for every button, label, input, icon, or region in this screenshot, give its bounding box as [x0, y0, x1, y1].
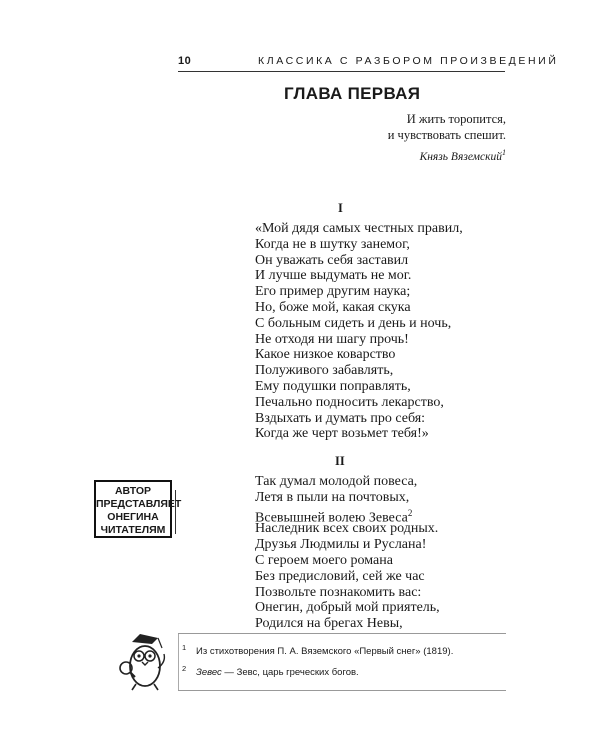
margin-note-line: ПРЕДСТАВЛЯЕТ [96, 498, 182, 510]
epigraph-author [388, 145, 506, 165]
verse-line: Но, боже мой, какая скука [255, 299, 411, 315]
verse-line: Ему подушки поправлять, [255, 378, 411, 394]
footnote-number: 2 [182, 664, 187, 673]
footnote-mark: 1 [502, 148, 506, 157]
verse-line: Так думал молодой повеса, [255, 474, 418, 489]
verse-line: Он уважать себя заставил [255, 252, 409, 268]
footnote-2 [182, 664, 359, 678]
margin-note-box [94, 480, 182, 538]
footnotes-frame [178, 634, 506, 690]
footnotes-panel [178, 633, 506, 691]
stanza-number: I [338, 201, 343, 215]
margin-note-line: ЧИТАТЕЛЯМ [100, 524, 166, 536]
verse-line: Вздыхать и думать про себя: [255, 410, 426, 426]
verse-line: Когда же черт возьмет тебя!» [255, 426, 429, 442]
header-rule [178, 71, 505, 72]
stanza-2 [255, 474, 440, 632]
verse-line: Не отходя ни шагу прочь! [255, 331, 409, 347]
epigraph [388, 111, 506, 165]
margin-note-line: ОНЕГИНА [107, 511, 159, 523]
verse-line: Полуживого забавлять, [255, 363, 394, 379]
footnote-text: — Зевс, царь греческих богов. [221, 667, 359, 678]
footnote-text: Из стихотворения П. А. Вяземского «Первый снег» (1819). [196, 646, 454, 657]
chapter-title: ГЛАВА ПЕРВАЯ [284, 84, 421, 103]
stanza-1 [255, 221, 463, 442]
verse-line: Его пример другим наука; [255, 284, 411, 300]
footnote-mark: 2 [407, 507, 413, 518]
verse-line [255, 506, 440, 526]
verse-line: С героем моего романа [255, 552, 393, 568]
footnote-1 [182, 643, 454, 657]
page-number: 10 [178, 55, 192, 67]
verse-line: Какое низкое коварство [255, 347, 396, 363]
verse-line: Родился на брегах Невы, [255, 616, 403, 632]
verse-line: Печально подносить лекарство, [255, 394, 444, 410]
epigraph-line: и чувствовать спешит. [387, 128, 506, 142]
stanza-number: II [335, 454, 345, 468]
verse-line: И лучше выдумать не мог. [255, 268, 412, 284]
epigraph-author-name: Князь Вяземский [419, 150, 502, 163]
owl-with-magnifier-icon [118, 628, 172, 692]
epigraph-line: И жить торопится, [406, 112, 506, 126]
verse-line: Наследник всех своих родных. [255, 521, 439, 537]
verse-line: Позвольте познакомить вас: [255, 584, 422, 600]
margin-note-line: АВТОР [114, 485, 152, 497]
verse-line: Без предисловий, сей же час [255, 568, 425, 584]
verse-line: Онегин, добрый мой приятель, [255, 600, 440, 616]
verse-line: Друзья Людмилы и Руслана! [255, 537, 427, 553]
verse-line: Летя в пыли на почтовых, [255, 489, 410, 505]
verse-line: Когда не в шутку занемог, [255, 236, 410, 252]
running-header-title: КЛАССИКА С РАЗБОРОМ ПРОИЗВЕДЕНИЙ [258, 55, 559, 67]
verse-line-text: Всевышней волею Зевеса [255, 510, 408, 526]
verse-line: С больным сидеть и день и ночь, [255, 315, 452, 331]
footnote-term: Зевес [196, 667, 222, 678]
footnote-number: 1 [182, 643, 187, 652]
verse-line: «Мой дядя самых честных правил, [255, 221, 463, 236]
